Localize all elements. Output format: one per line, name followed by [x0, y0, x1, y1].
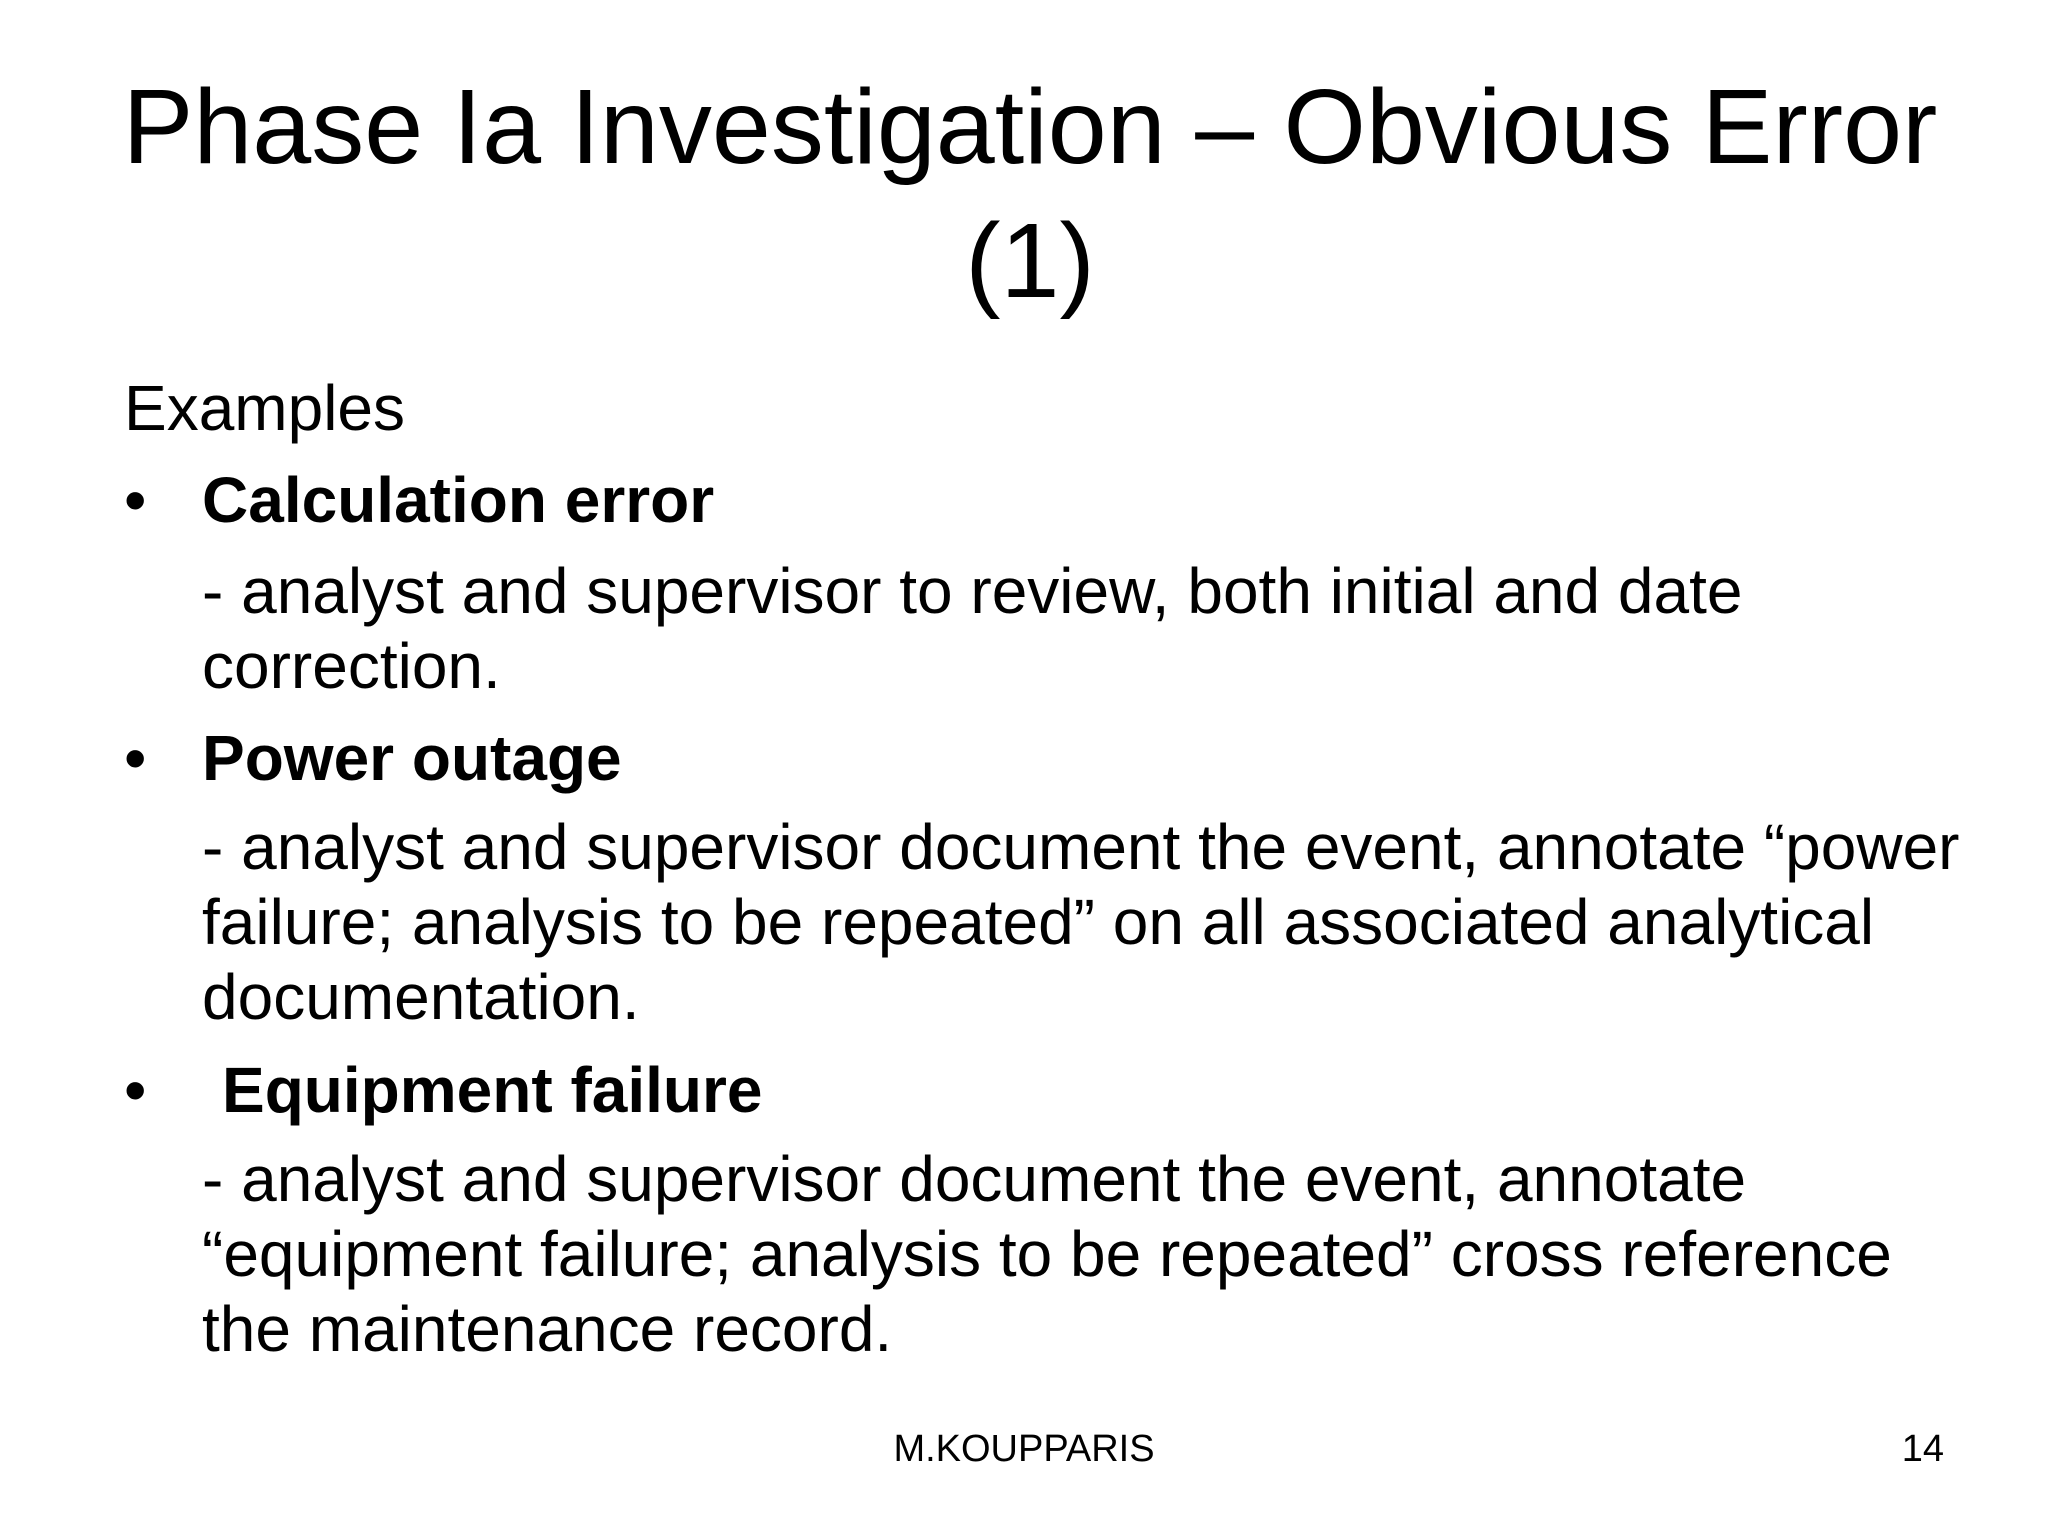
footer-author: M.KOUPPARIS — [893, 1428, 1155, 1470]
bullet-description: - analyst and supervisor document the event, annotate “equipment failure; analysis to be repeated” cross reference the maintenance record. — [202, 1143, 1892, 1365]
slide-title: Phase Ia Investigation – Obvious Error (1) — [122, 68, 1938, 320]
bullet-description: - analyst and supervisor to review, both initial and date correction. — [202, 555, 1743, 702]
bullet-marker: • — [124, 722, 147, 794]
bullet-heading: Calculation error — [202, 464, 715, 536]
intro-text: Examples — [124, 372, 405, 444]
bullet-marker: • — [124, 464, 147, 536]
bullet-heading: Equipment failure — [222, 1054, 763, 1126]
page-number: 14 — [1901, 1428, 1944, 1470]
bullet-heading: Power outage — [202, 722, 622, 794]
bullet-description: - analyst and supervisor document the event, annotate “power failure; analysis to be repeated” on all associated analytical documentation. — [202, 811, 1960, 1033]
bullet-marker: • — [124, 1054, 147, 1126]
